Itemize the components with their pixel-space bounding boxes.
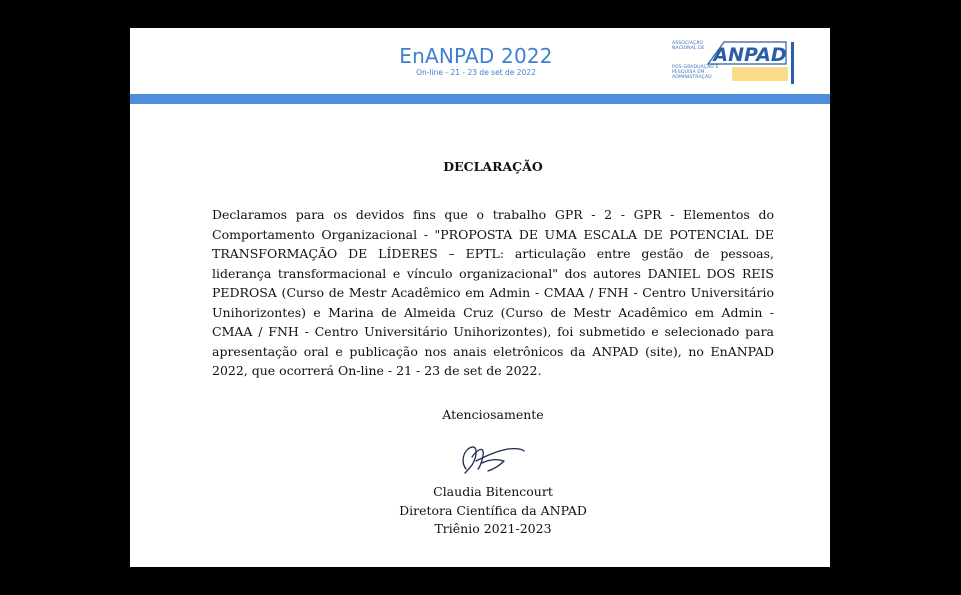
signer-role: Diretora Científica da ANPAD [399,502,587,518]
signer-term: Triênio 2021-2023 [434,521,552,536]
declaration-page [130,28,830,567]
logo-word-text: ANPAD [713,44,787,66]
document-header [130,28,830,94]
logo-wordmark [706,40,788,66]
declaration-body: Declaramos para os devidos fins que o trabalho GPR - 2 - GPR - Elementos do Comportamento Organizacional - "PROPOSTA DE UMA ESCALA DE POTENCIAL DE TRANSFORMAÇÃO DE LÍDERES – EPTL: articulação entre gestão de pessoas, liderança transformacional e vínculo organizacional" dos autores DANIEL DOS REIS PEDROSA (Curso de Mestr Acadêmico em Admin - CMAA / FNH - Centro Universitário Unihorizontes) e Marina de Almeida Cruz (Curso de Mestr Acadêmico em Admin - CMAA / FNH - Centro Universitário Unihorizontes), foi submetido e selecionado para apresentação oral e publicação nos anais eletrônicos da ANPAD (site), no EnANPAD 2022, que ocorrerá On-line - 21 - 23 de set de 2022. [212,207,774,378]
logo-yellow-block [732,67,788,81]
logo-bar [791,42,794,84]
logo-program-text: PÓS-GRADUAÇÃO E PESQUISA EM ADMINISTRAÇÃO [672,65,719,80]
header-band [130,94,830,104]
signature-block [130,483,830,539]
anpad-logo [670,40,810,86]
event-subtitle: On-line - 21 - 23 de set de 2022 [416,68,536,77]
closing-salutation: Atenciosamente [442,407,544,422]
handwritten-signature [452,439,532,479]
signer-name: Claudia Bitencourt [433,484,553,499]
event-title: EnANPAD 2022 [399,44,553,68]
document-title: DECLARAÇÃO [443,159,543,174]
logo-association-text: ASSOCIAÇÃO NACIONAL DE [672,41,705,51]
